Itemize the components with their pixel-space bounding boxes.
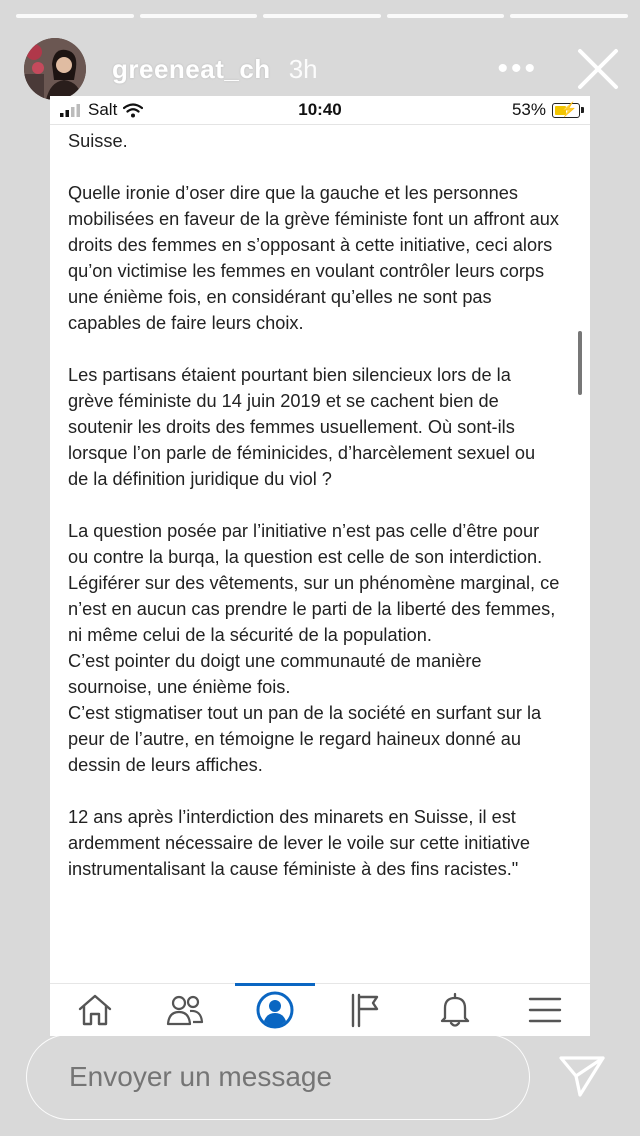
story-time: 3h (288, 53, 318, 84)
progress-segment (140, 14, 258, 18)
bottom-navbar (50, 983, 590, 1036)
nav-pages[interactable] (320, 984, 410, 1036)
shared-screenshot (50, 96, 590, 1036)
status-time: 10:40 (298, 100, 342, 119)
message-input[interactable] (67, 1060, 432, 1094)
flag-icon (349, 992, 381, 1028)
people-icon (166, 994, 204, 1026)
bell-icon (439, 992, 471, 1028)
progress-segment (263, 14, 381, 18)
nav-home[interactable] (50, 984, 140, 1036)
post-text (68, 128, 560, 908)
close-icon[interactable] (576, 47, 620, 91)
home-icon (77, 993, 113, 1027)
nav-profile[interactable] (230, 984, 320, 1036)
more-options-icon[interactable]: ••• (497, 52, 538, 85)
message-bar (26, 1034, 530, 1120)
progress-segment (387, 14, 505, 18)
status-right (512, 100, 580, 120)
post-paragraph: Les partisans étaient pourtant bien silencieux lors de la grève féministe du 14 juin 2019 et se cachent bien de soutenir les droits des femmes usuellement. Où sont-ils lorsque l’on parle de féminicides, d’harcèlement sexuel ou de la définition juridique du viol ? (68, 365, 536, 489)
story-header (24, 36, 620, 102)
nav-notifications[interactable] (410, 984, 500, 1036)
story-progress (16, 14, 628, 18)
divider (50, 124, 590, 125)
profile-icon (255, 990, 295, 1030)
nav-network[interactable] (140, 984, 230, 1036)
progress-segment (510, 14, 628, 18)
scrollbar[interactable] (578, 331, 582, 395)
battery-percent: 53% (511, 100, 546, 119)
battery-icon (552, 100, 580, 118)
status-bar (50, 96, 590, 126)
carrier-name: Salt (88, 100, 118, 119)
charging-icon: ⚡ (560, 100, 578, 117)
menu-icon (528, 995, 562, 1025)
nav-menu[interactable] (500, 984, 590, 1036)
avatar[interactable] (24, 38, 86, 100)
avatar-photo (24, 38, 86, 100)
post-paragraph: La question posée par l’initiative n’est pas celle d’être pour ou contre la burqa, la question est celle de son interdiction. Légiférer sur des vêtements, sur un phénomène marginal, ce n’est en aucun cas prendre le parti de la liberté des femmes, ni même celui de la sécurité de la population. C’est pointer du doigt une communauté de manière sournoise, une énième fois. C’est stigmatiser tout un pan de la société en surfant sur la peur de l’autre, en témoigne le regard haineux donné au dessin de leurs affiches. (68, 521, 560, 775)
post-paragraph: 12 ans après l’interdiction des minarets en Suisse, il est ardemment nécessaire de lever le voile sur cette initiative instrumentalisant la cause féministe à des fins racistes." (68, 807, 530, 879)
progress-segment (16, 14, 134, 18)
send-icon[interactable] (558, 1054, 606, 1098)
post-paragraph: Quelle ironie d’oser dire que la gauche et les personnes mobilisées en faveur de la grève féministe font un affront aux droits des femmes en s’opposant à cette initiative, ceci alors qu’on victimise les femmes en voulant contrôler leurs corps une énième fois, en considérant qu’elles ne sont pas capables de faire leurs choix. (68, 183, 560, 333)
story-username[interactable]: greeneat_ch (112, 53, 271, 84)
post-paragraph: Suisse. (68, 131, 128, 151)
